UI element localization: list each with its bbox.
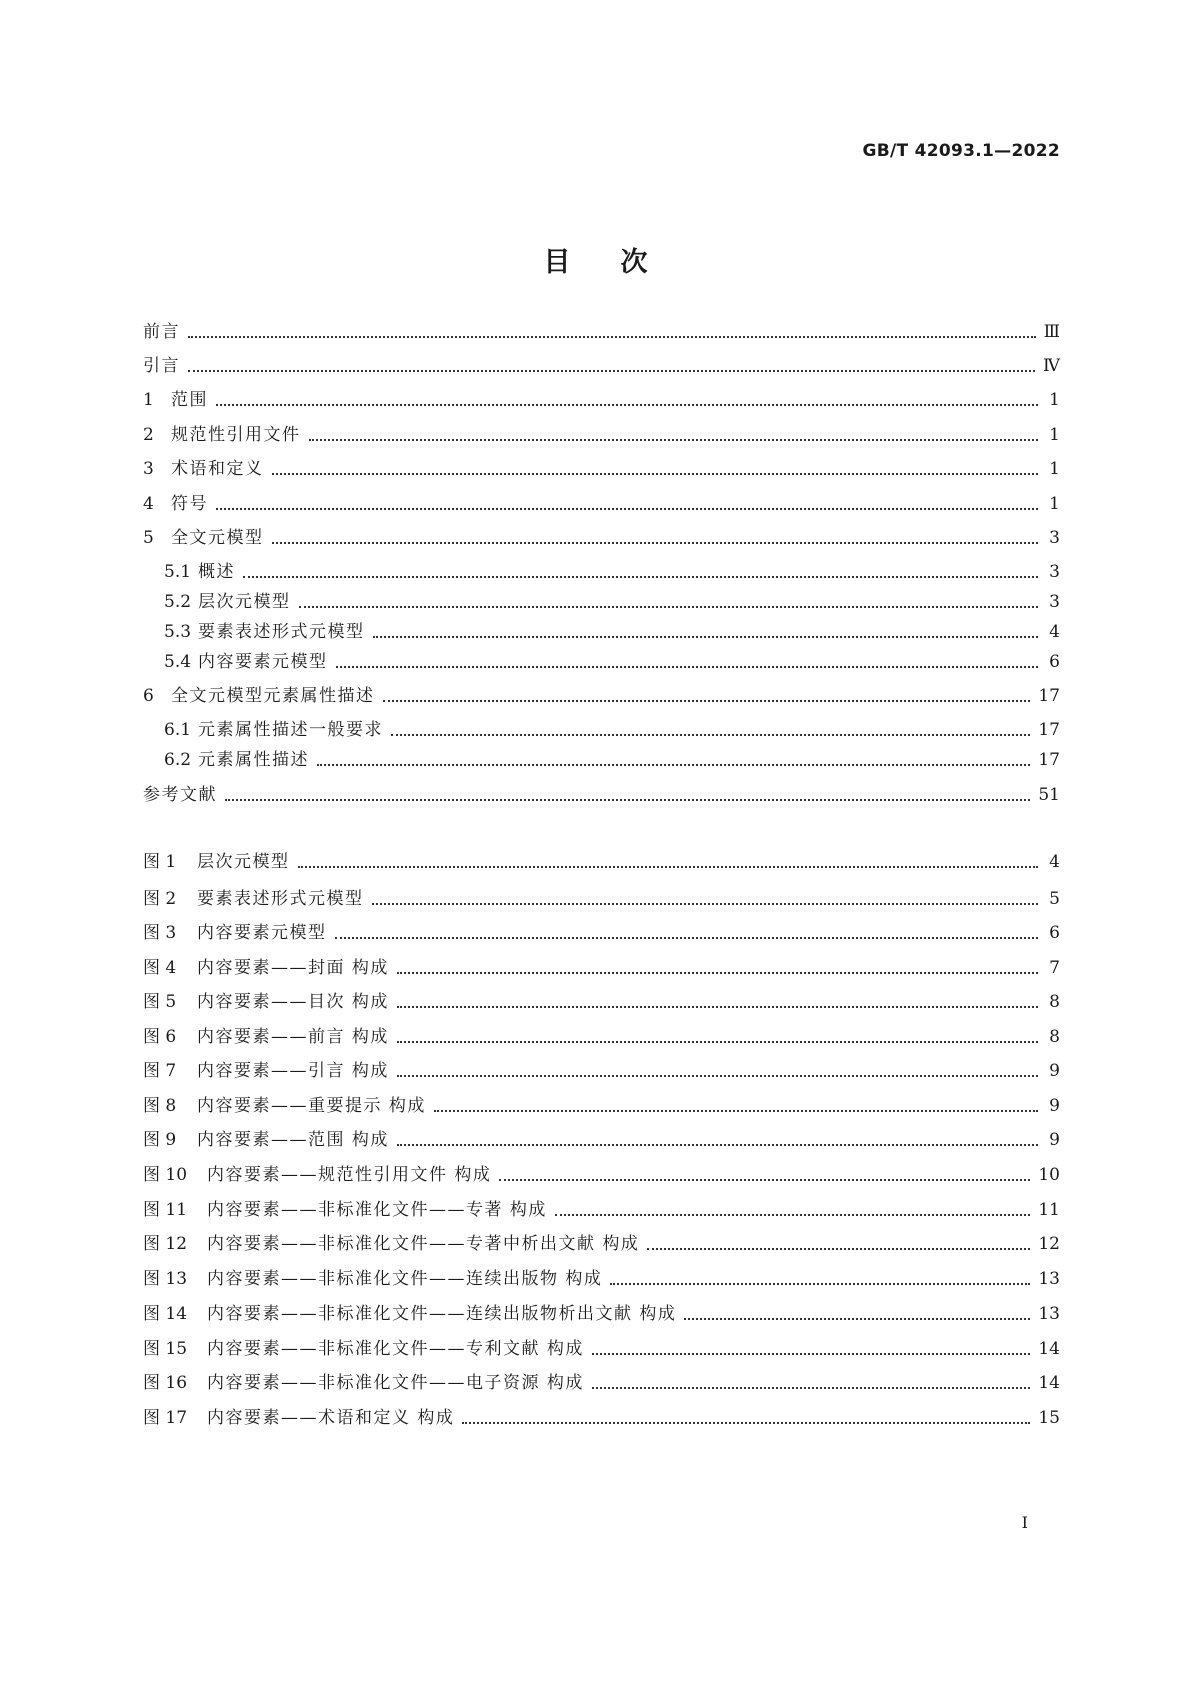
dot-leader [684, 1318, 1030, 1320]
figure-title: 内容要素——非标准化文件——专利文献 构成 [207, 1339, 584, 1359]
figure-list-entry[interactable] [143, 1231, 1060, 1257]
figure-number: 图 17 [143, 1408, 188, 1428]
figure-number: 图 6 [143, 1027, 177, 1047]
dot-leader [272, 473, 1039, 475]
figure-title: 层次元模型 [197, 852, 290, 872]
toc-entry-label: 元素属性描述一般要求 [198, 720, 383, 740]
toc-entry[interactable] [164, 747, 1060, 773]
figure-number: 图 2 [143, 889, 177, 909]
toc-page-number: 1 [1049, 425, 1060, 445]
dot-leader [397, 1144, 1038, 1146]
dot-leader [373, 636, 1039, 638]
figure-list-entry[interactable] [143, 1336, 1060, 1362]
figure-title: 内容要素——非标准化文件——专著 构成 [207, 1200, 547, 1220]
toc-entry-label: 引言 [143, 356, 180, 376]
standard-code: GB/T 42093.1—2022 [862, 141, 1060, 161]
toc-entry[interactable] [143, 422, 1060, 448]
toc-page-number: 3 [1049, 562, 1060, 582]
figure-title: 内容要素——目次 构成 [197, 992, 389, 1012]
figure-title: 要素表述形式元模型 [197, 889, 364, 909]
figure-number: 图 16 [143, 1373, 188, 1393]
figure-page-number: 9 [1049, 1130, 1060, 1150]
toc-entry[interactable] [164, 619, 1060, 645]
toc-entry-number: 5.2 [164, 592, 192, 612]
toc-entry-label: 规范性引用文件 [171, 425, 301, 445]
toc-entry[interactable] [164, 589, 1060, 615]
figure-list-entry[interactable] [143, 1370, 1060, 1396]
dot-leader [243, 576, 1038, 578]
figure-page-number: 8 [1049, 1027, 1060, 1047]
toc-page-number: 4 [1049, 622, 1060, 642]
toc-page-number: 6 [1049, 652, 1060, 672]
figure-page-number: 8 [1049, 992, 1060, 1012]
dot-leader [391, 734, 1030, 736]
figure-list-entry[interactable] [143, 955, 1060, 981]
dot-leader [188, 336, 1036, 338]
figure-page-number: 14 [1038, 1373, 1060, 1393]
toc-entry-number: 5 [143, 528, 154, 548]
dot-leader [610, 1283, 1030, 1285]
figure-page-number: 12 [1038, 1234, 1060, 1254]
figure-list-entry[interactable] [143, 886, 1060, 912]
toc-entry-label: 元素属性描述 [198, 750, 309, 770]
toc-page-number: 1 [1049, 390, 1060, 410]
figure-page-number: 4 [1049, 852, 1060, 872]
figure-number: 图 4 [143, 958, 177, 978]
figure-title: 内容要素——规范性引用文件 构成 [207, 1165, 492, 1185]
dot-leader [188, 370, 1035, 372]
toc-entry[interactable] [143, 782, 1060, 808]
figure-page-number: 6 [1049, 923, 1060, 943]
toc-entry-label: 术语和定义 [171, 459, 264, 479]
toc-page-number: 17 [1038, 686, 1060, 706]
figure-page-number: 15 [1038, 1408, 1060, 1428]
dot-leader [335, 937, 1039, 939]
figure-page-number: 9 [1049, 1061, 1060, 1081]
dot-leader [272, 542, 1039, 544]
toc-entry[interactable] [143, 319, 1060, 345]
figure-list-entry[interactable] [143, 1405, 1060, 1431]
figure-list-entry[interactable] [143, 1127, 1060, 1153]
figure-list-entry[interactable] [143, 1162, 1060, 1188]
dot-leader [462, 1422, 1030, 1424]
figure-list-entry[interactable] [143, 849, 1060, 875]
figure-list-entry[interactable] [143, 1058, 1060, 1084]
figure-title: 内容要素元模型 [197, 923, 327, 943]
figure-number: 图 10 [143, 1165, 188, 1185]
toc-entry-number: 6 [143, 686, 154, 706]
figure-title: 内容要素——非标准化文件——连续出版物 构成 [207, 1269, 603, 1289]
toc-page-number: 1 [1049, 494, 1060, 514]
figure-list-entry[interactable] [143, 1093, 1060, 1119]
figure-title: 内容要素——非标准化文件——电子资源 构成 [207, 1373, 584, 1393]
figure-title: 内容要素——非标准化文件——连续出版物析出文献 构成 [207, 1304, 677, 1324]
toc-entry[interactable] [164, 717, 1060, 743]
toc-page-number: 17 [1038, 750, 1060, 770]
toc-page-number: 17 [1038, 720, 1060, 740]
toc-entry[interactable] [143, 683, 1060, 709]
figure-title: 内容要素——术语和定义 构成 [207, 1408, 455, 1428]
dot-leader [397, 1006, 1038, 1008]
toc-page-number: 3 [1049, 528, 1060, 548]
figure-page-number: 5 [1049, 889, 1060, 909]
toc-entry-number: 5.1 [164, 562, 192, 582]
figure-number: 图 14 [143, 1304, 188, 1324]
toc-entry[interactable] [164, 559, 1060, 585]
dot-leader [499, 1179, 1030, 1181]
dot-leader [592, 1353, 1030, 1355]
toc-entry-label: 层次元模型 [198, 592, 291, 612]
figure-list-entry[interactable] [143, 989, 1060, 1015]
figure-page-number: 14 [1038, 1339, 1060, 1359]
dot-leader [372, 903, 1039, 905]
toc-entry-number: 6.2 [164, 750, 192, 770]
figure-page-number: 10 [1038, 1165, 1060, 1185]
figure-number: 图 1 [143, 852, 177, 872]
toc-entry-label: 全文元模型元素属性描述 [171, 686, 375, 706]
toc-entry-number: 2 [143, 425, 154, 445]
figure-list-entry[interactable] [143, 1301, 1060, 1327]
toc-entry-label: 内容要素元模型 [198, 652, 328, 672]
toc-entry[interactable] [143, 387, 1060, 413]
figure-title: 内容要素——非标准化文件——专著中析出文献 构成 [207, 1234, 640, 1254]
figure-list-entry[interactable] [143, 1024, 1060, 1050]
figure-number: 图 7 [143, 1061, 177, 1081]
toc-entry[interactable] [164, 649, 1060, 675]
figure-list-entry[interactable] [143, 920, 1060, 946]
dot-leader [317, 764, 1030, 766]
dot-leader [397, 1041, 1038, 1043]
toc-entry[interactable] [143, 491, 1060, 517]
dot-leader [397, 972, 1038, 974]
dot-leader [383, 700, 1031, 702]
figure-number: 图 15 [143, 1339, 188, 1359]
dot-leader [299, 606, 1039, 608]
toc-page-number: 3 [1049, 592, 1060, 612]
figure-title: 内容要素——封面 构成 [197, 958, 389, 978]
toc-page-number: Ⅲ [1043, 322, 1060, 342]
figure-number: 图 13 [143, 1269, 188, 1289]
toc-entry[interactable] [143, 456, 1060, 482]
toc-entry-label: 参考文献 [143, 785, 217, 805]
toc-entry-label: 要素表述形式元模型 [198, 622, 365, 642]
dot-leader [434, 1110, 1038, 1112]
toc-entry-label: 前言 [143, 322, 180, 342]
figure-number: 图 9 [143, 1130, 177, 1150]
toc-entry-number: 3 [143, 459, 154, 479]
figure-title: 内容要素——重要提示 构成 [197, 1096, 426, 1116]
page-title: 目次 [543, 247, 698, 278]
figure-list-entry[interactable] [143, 1197, 1060, 1223]
toc-page-number: 51 [1038, 785, 1060, 805]
dot-leader [216, 508, 1038, 510]
toc-entry-number: 5.4 [164, 652, 192, 672]
dot-leader [298, 866, 1039, 868]
figure-number: 图 11 [143, 1200, 188, 1220]
dot-leader [592, 1387, 1030, 1389]
figure-page-number: 7 [1049, 958, 1060, 978]
toc-entry-label: 全文元模型 [171, 528, 264, 548]
toc-page-number: Ⅳ [1043, 356, 1060, 376]
figure-title: 内容要素——引言 构成 [197, 1061, 389, 1081]
toc-entry-label: 范围 [171, 390, 208, 410]
footer-page-number: I [1021, 1513, 1028, 1532]
toc-page-number: 1 [1049, 459, 1060, 479]
figure-page-number: 13 [1038, 1269, 1060, 1289]
dot-leader [647, 1248, 1030, 1250]
toc-entry-number: 4 [143, 494, 154, 514]
toc-entry-number: 5.3 [164, 622, 192, 642]
toc-entry-number: 6.1 [164, 720, 192, 740]
dot-leader [216, 404, 1038, 406]
toc-entry-number: 1 [143, 390, 154, 410]
figure-number: 图 5 [143, 992, 177, 1012]
toc-entry[interactable] [143, 525, 1060, 551]
dot-leader [336, 666, 1039, 668]
toc-entry[interactable] [143, 353, 1060, 379]
toc-entry-label: 符号 [171, 494, 208, 514]
figure-title: 内容要素——范围 构成 [197, 1130, 389, 1150]
dot-leader [309, 439, 1039, 441]
dot-leader [555, 1214, 1030, 1216]
figure-number: 图 3 [143, 923, 177, 943]
figure-list-entry[interactable] [143, 1266, 1060, 1292]
figure-page-number: 9 [1049, 1096, 1060, 1116]
figure-title: 内容要素——前言 构成 [197, 1027, 389, 1047]
figure-number: 图 12 [143, 1234, 188, 1254]
figure-page-number: 11 [1038, 1200, 1060, 1220]
toc-entry-label: 概述 [198, 562, 235, 582]
dot-leader [225, 799, 1030, 801]
figure-page-number: 13 [1038, 1304, 1060, 1324]
dot-leader [397, 1075, 1038, 1077]
figure-number: 图 8 [143, 1096, 177, 1116]
